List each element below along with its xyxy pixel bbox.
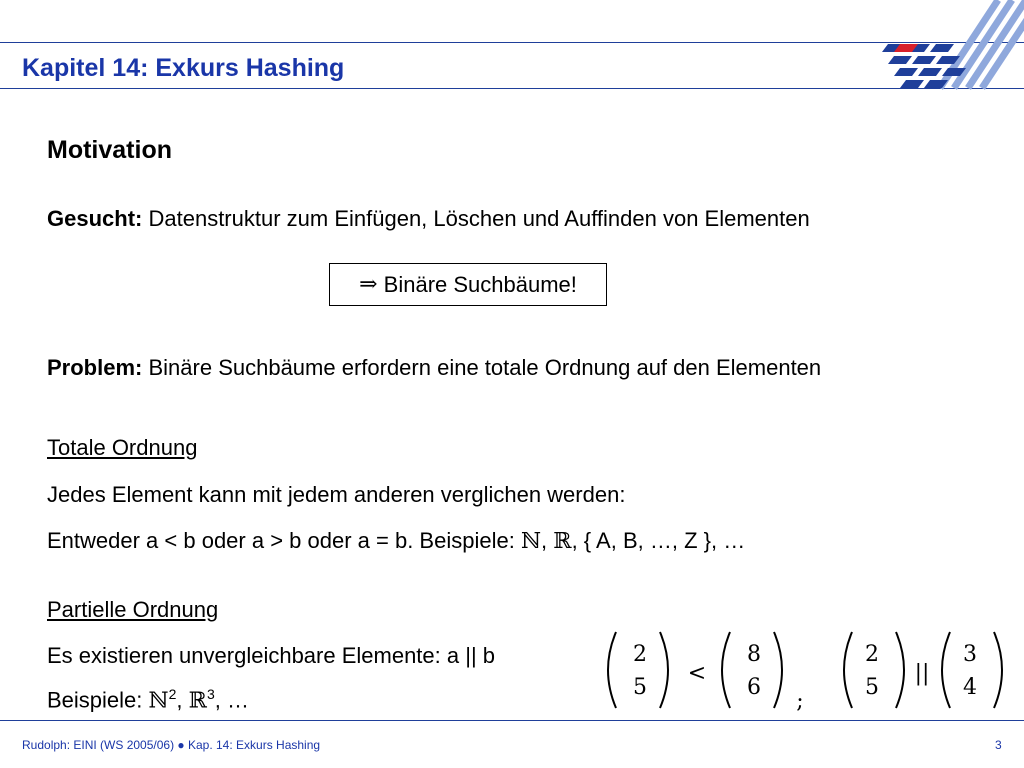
footer-rule [0, 720, 1024, 721]
partial-line2-suffix: , … [214, 687, 249, 713]
total-line2-suffix: , { A, B, …, Z }, … [571, 528, 746, 553]
vector-entry: 3 [963, 642, 977, 667]
header-bottom-rule [0, 88, 1024, 89]
partial-order-line2 [47, 686, 249, 713]
separator: , [541, 528, 554, 553]
vector-entry: 5 [633, 675, 647, 700]
vector-entry: 4 [963, 675, 977, 700]
total-line2-prefix: Entweder a < b oder a > b oder a = b. Beispiele: [47, 528, 521, 553]
problem-line [47, 355, 821, 381]
partial-line2-prefix: Beispiele: [47, 687, 149, 713]
separator: , [176, 687, 189, 713]
vector-entry: 2 [633, 642, 647, 667]
gesucht-line [47, 206, 810, 232]
slide-title: Kapitel 14: Exkurs Hashing [22, 54, 345, 82]
header-top-rule [0, 42, 1024, 43]
gesucht-label: Gesucht: [47, 206, 143, 231]
partial-order-line1: Es existieren unvergleichbare Elemente: a || b [47, 643, 496, 668]
incomparable-symbol: || [914, 661, 930, 686]
vector-entry: 5 [865, 675, 879, 700]
reals-symbol: ℝ [553, 529, 572, 554]
answer-text: Binäre Suchbäume! [383, 271, 577, 297]
problem-text: Binäre Suchbäume erfordern eine totale Ordnung auf den Elementen [148, 355, 822, 380]
page-number: 3 [995, 738, 1002, 752]
total-order-line1: Jedes Element kann mit jedem anderen verglichen werden: [47, 482, 626, 507]
semicolon: ; [796, 689, 804, 712]
exponent: 2 [168, 686, 177, 702]
reals-symbol: ℝ [188, 688, 207, 714]
gesucht-text: Datenstruktur zum Einfügen, Löschen und Auffinden von Elementen [148, 206, 810, 231]
total-order-heading: Totale Ordnung [47, 435, 198, 460]
answer-box [329, 263, 607, 306]
vector-entry: 2 [865, 642, 879, 667]
university-logo-icon [880, 0, 1024, 92]
vector-entry: 8 [747, 642, 761, 667]
vector-entry: 6 [747, 675, 761, 700]
less-than-symbol: < [687, 661, 707, 686]
partial-order-heading: Partielle Ordnung [47, 597, 219, 622]
section-heading: Motivation [47, 136, 172, 164]
total-order-line2 [47, 528, 745, 554]
naturals-symbol: ℕ [520, 529, 542, 554]
vector-comparison-formula [600, 628, 1010, 712]
problem-label: Problem: [47, 355, 143, 380]
footer-text: Rudolph: EINI (WS 2005/06) ● Kap. 14: Exkurs Hashing [22, 738, 321, 752]
naturals-symbol: ℕ [148, 688, 169, 714]
exponent: 3 [206, 686, 215, 702]
implies-icon: ⇒ [359, 272, 378, 297]
